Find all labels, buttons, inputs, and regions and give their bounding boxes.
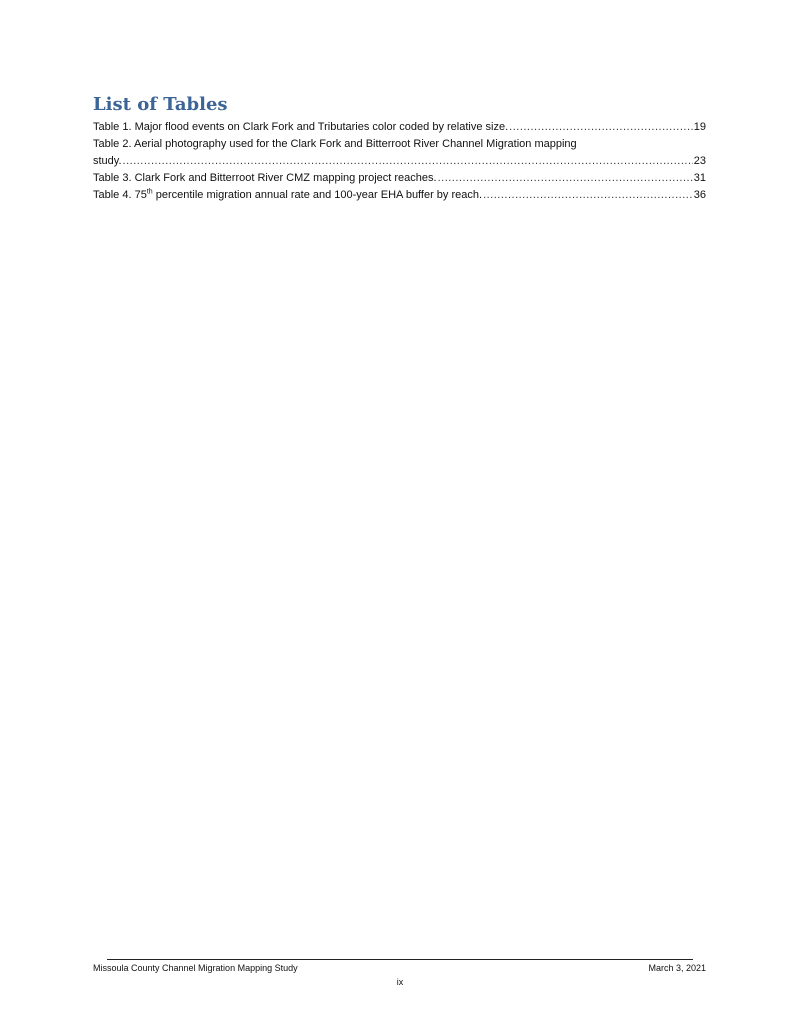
dot-leader: [509, 119, 693, 136]
toc-entry-text-part: percentile migration annual rate and 100-year EHA buffer by reach.: [152, 189, 483, 201]
list-of-tables-heading: List of Tables: [93, 94, 228, 115]
toc-entry-table-1[interactable]: [93, 119, 706, 136]
dot-leader: [123, 153, 693, 170]
toc-entry-table-2[interactable]: [93, 136, 706, 170]
toc-entry-text: Table 3. Clark Fork and Bitterroot River CMZ mapping project reaches.: [93, 172, 437, 184]
footer-divider: [107, 959, 693, 960]
ordinal-superscript: th: [146, 188, 153, 196]
footer-date: March 3, 2021: [648, 963, 706, 973]
toc-entry-text: [93, 187, 482, 204]
toc-entry-table-3[interactable]: [93, 170, 706, 187]
toc-page-number: 31: [693, 172, 706, 184]
list-of-tables: [93, 119, 706, 204]
toc-entry-table-4[interactable]: [93, 187, 706, 204]
toc-entry-text: Table 2. Aerial photography used for the Clark Fork and Bitterroot River Channel Migration mapping: [93, 138, 577, 150]
dot-leader: [438, 170, 693, 187]
toc-entry-text-part: Table 4. 75: [93, 189, 147, 201]
footer-page-number: ix: [396, 977, 404, 987]
toc-page-number: 19: [693, 121, 706, 133]
toc-entry-text-continued: study.: [93, 155, 122, 167]
dot-leader: [483, 187, 693, 204]
toc-page-number: 36: [693, 189, 706, 201]
toc-page-number: 23: [693, 155, 706, 167]
footer-document-title: Missoula County Channel Migration Mapping Study: [93, 963, 298, 973]
toc-entry-text: Table 1. Major flood events on Clark Fork and Tributaries color coded by relative size.: [93, 121, 509, 133]
